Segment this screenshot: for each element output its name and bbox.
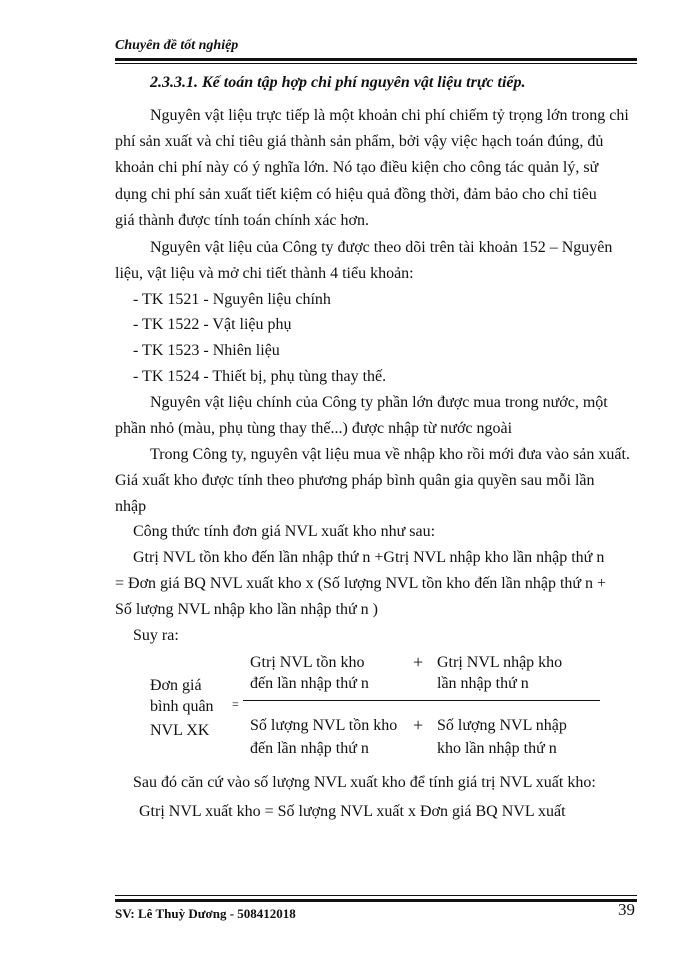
- footer-rule-thick: [115, 899, 637, 902]
- suy-ra-label: Suy ra:: [133, 627, 179, 644]
- section-heading: 2.3.3.1. Kế toán tập hợp chi phí nguyên vật liệu trực tiếp.: [150, 74, 526, 91]
- header-rule-thick: [115, 58, 637, 61]
- formula-numerator-left-line-1: Gtrị NVL tồn kho: [250, 654, 365, 671]
- formula-numerator-plus: +: [413, 652, 424, 672]
- page-header-title: Chuyên đề tốt nghiệp: [115, 38, 239, 53]
- formula-lhs-line-2: bình quân: [150, 698, 214, 715]
- formula-lhs-line-3: NVL XK: [150, 722, 210, 739]
- paragraph-4-line-2: Giá xuất kho được tính theo phương pháp bình quân gia quyền sau mỗi lần: [115, 472, 595, 489]
- formula-numerator-right-line-1: Gtrị NVL nhập kho: [437, 654, 563, 671]
- account-item-1521: - TK 1521 - Nguyên liệu chính: [133, 291, 331, 308]
- paragraph-1-line-5: giá thành được tính toán chính xác hơn.: [115, 212, 369, 229]
- formula-denominator-right-line-1: Số lượng NVL nhập: [437, 717, 567, 734]
- paragraph-8-formula: Gtrị NVL xuất kho = Số lượng NVL xuất x Đơn giá BQ NVL xuất: [139, 803, 566, 820]
- formula-denominator-right-line-2: kho lần nhập thứ n: [437, 740, 557, 757]
- formula-equals-sign: =: [232, 697, 239, 711]
- paragraph-6-line-3: Số lượng NVL nhập kho lần nhập thứ n ): [115, 601, 378, 618]
- paragraph-1-line-4: dụng chi phí sản xuất tiết kiệm có hiệu quả đồng thời, đảm bảo cho chỉ tiêu: [115, 186, 597, 203]
- paragraph-6-line-2: = Đơn giá BQ NVL xuất kho x (Số lượng NVL tồn kho đến lần nhập thứ n +: [115, 575, 607, 592]
- header-rule-thin: [115, 63, 637, 64]
- paragraph-6-line-1: Gtrị NVL tồn kho đến lần nhập thứ n +Gtrị NVL nhập kho lần nhập thứ n: [133, 549, 605, 566]
- page-number: 39: [618, 900, 635, 919]
- formula-denominator-left-line-2: đến lần nhập thứ n: [250, 740, 369, 757]
- paragraph-4-line-3: nhập: [115, 498, 147, 515]
- paragraph-1-line-2: phí sản xuất và chỉ tiêu giá thành sản phẩm, bởi vậy việc hạch toán đúng, đủ: [115, 133, 604, 150]
- formula-numerator-left-line-2: đến lần nhập thứ n: [250, 675, 369, 692]
- formula-denominator-left-line-1: Số lượng NVL tồn kho: [250, 717, 398, 734]
- paragraph-5: Công thức tính đơn giá NVL xuất kho như sau:: [133, 523, 436, 540]
- paragraph-7: Sau đó căn cứ vào số lượng NVL xuất kho để tính giá trị NVL xuất kho:: [133, 774, 596, 791]
- paragraph-1-line-3: khoản chi phí này có ý nghĩa lớn. Nó tạo điều kiện cho công tác quản lý, sử: [115, 159, 599, 176]
- formula-fraction-bar: [243, 700, 600, 701]
- account-item-1522: - TK 1522 - Vật liệu phụ: [133, 316, 292, 333]
- paragraph-3-line-2: phần nhỏ (màu, phụ tùng thay thế...) được nhập từ nước ngoài: [115, 420, 513, 437]
- formula-numerator-right-line-2: lần nhập thứ n: [437, 675, 529, 692]
- paragraph-1-line-1: Nguyên vật liệu trực tiếp là một khoản chi phí chiếm tỷ trọng lớn trong chi: [150, 107, 629, 124]
- footer-author: SV: Lê Thuỳ Dương - 508412018: [115, 906, 296, 921]
- paragraph-2-line-2: liệu, vật liệu và mở chi tiết thành 4 tiểu khoản:: [115, 265, 414, 282]
- paragraph-3-line-1: Nguyên vật liệu chính của Công ty phần lớn được mua trong nước, một: [150, 394, 608, 411]
- formula-lhs-line-1: Đơn giá: [150, 677, 202, 694]
- account-item-1524: - TK 1524 - Thiết bị, phụ tùng thay thế.: [133, 368, 387, 385]
- paragraph-2-line-1: Nguyên vật liệu của Công ty được theo dõi trên tài khoản 152 – Nguyên: [150, 239, 613, 256]
- paragraph-4-line-1: Trong Công ty, nguyên vật liệu mua về nhập kho rồi mới đưa vào sản xuất.: [150, 446, 630, 463]
- account-item-1523: - TK 1523 - Nhiên liệu: [133, 342, 280, 359]
- footer-rule-thin: [115, 895, 637, 896]
- formula-denominator-plus: +: [413, 715, 424, 735]
